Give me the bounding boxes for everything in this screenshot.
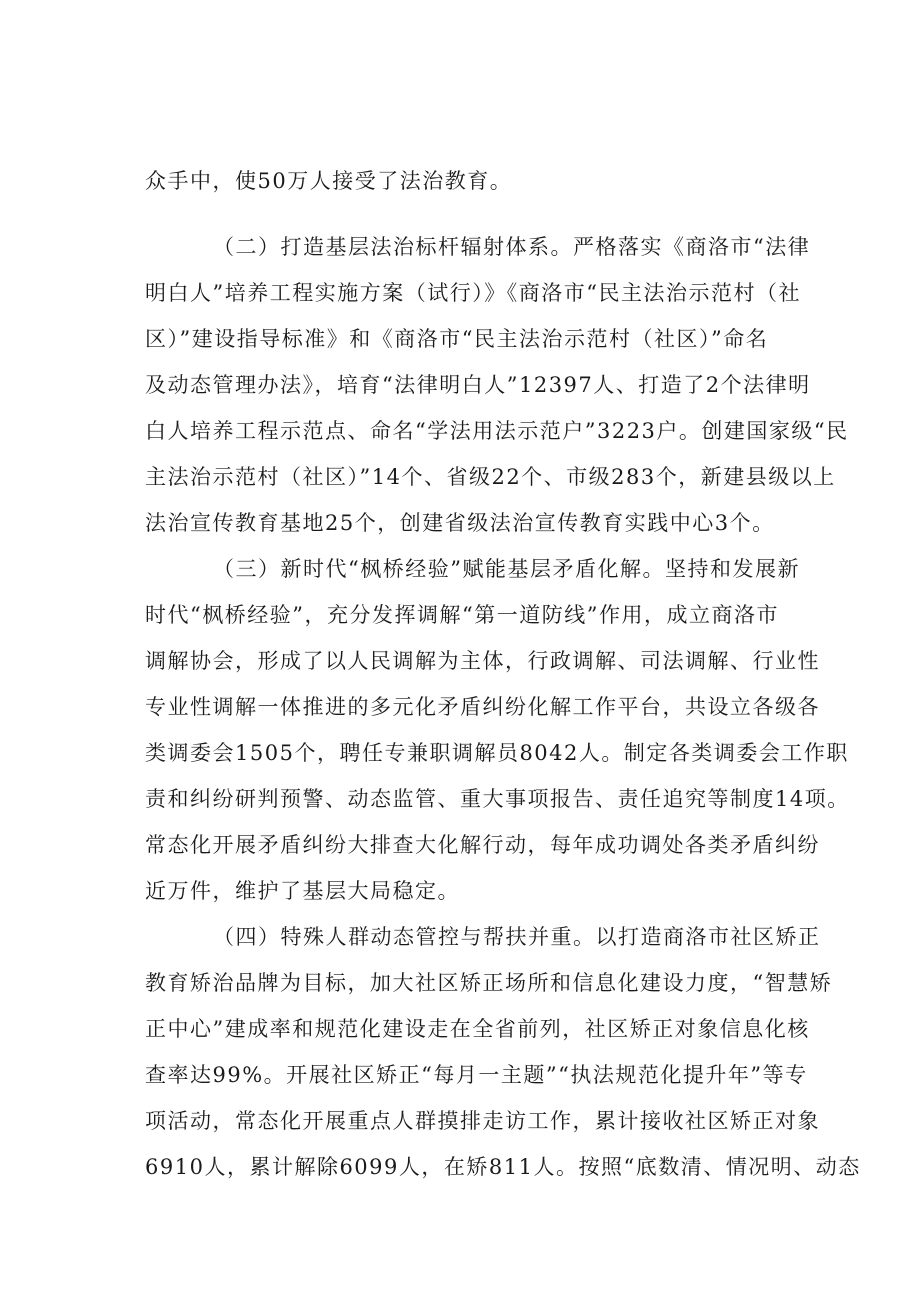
paragraph-heading-2: （二）打造基层法治标杆辐射体系。严格落实《商洛市“法律 bbox=[213, 235, 811, 259]
text-line: 正中心”建成率和规范化建设走在全省前列，社区矫正对象信息化核 bbox=[145, 1017, 810, 1041]
text-line: 6910人，累计解除6099人，在矫811人。按照“底数清、情况明、动态 bbox=[145, 1155, 861, 1179]
text-line: 调解协会，形成了以人民调解为主体，行政调解、司法调解、行业性 bbox=[145, 649, 820, 673]
text-line: 时代“枫桥经验”，充分发挥调解“第一道防线”作用，成立商洛市 bbox=[145, 603, 779, 627]
text-line: 类调委会1505个，聘任专兼职调解员8042人。制定各类调委会工作职 bbox=[145, 741, 849, 765]
text-line: 专业性调解一体推进的多元化矛盾纠纷化解工作平台，共设立各级各 bbox=[145, 695, 820, 719]
text-line: 查率达99%。开展社区矫正“每月一主题”“执法规范化提升年”等专 bbox=[145, 1063, 808, 1087]
paragraph-heading-3: （三）新时代“枫桥经验”赋能基层矛盾化解。坚持和发展新 bbox=[213, 557, 800, 581]
text-line: 众手中，使50万人接受了法治教育。 bbox=[145, 169, 513, 193]
text-line: 及动态管理办法》，培育“法律明白人”12397人、打造了2个法律明 bbox=[145, 373, 811, 397]
text-line: 法治宣传教育基地25个，创建省级法治宣传教育实践中心3个。 bbox=[145, 511, 775, 535]
text-line: 常态化开展矛盾纠纷大排查大化解行动，每年成功调处各类矛盾纠纷 bbox=[145, 833, 820, 857]
text-line: 白人培养工程示范点、命名“学法用法示范户”3223户。创建国家级“民 bbox=[145, 419, 849, 443]
text-line: 项活动，常态化开展重点人群摸排走访工作，累计接收社区矫正对象 bbox=[145, 1109, 820, 1133]
paragraph-heading-4: （四）特殊人群动态管控与帮扶并重。以打造商洛市社区矫正 bbox=[213, 925, 821, 949]
text-line: 教育矫治品牌为目标，加大社区矫正场所和信息化建设力度，“智慧矫 bbox=[145, 971, 833, 995]
text-line: 区）”建设指导标准》和《商洛市“民主法治示范村（社区）”命名 bbox=[145, 327, 769, 351]
text-line: 责和纠纷研判预警、动态监管、重大事项报告、责任追究等制度14项。 bbox=[145, 787, 850, 811]
text-line: 明白人”培养工程实施方案（试行）》《商洛市“民主法治示范村（社 bbox=[145, 281, 801, 305]
text-line: 主法治示范村（社区）”14个、省级22个、市级283个，新建县级以上 bbox=[145, 465, 836, 489]
text-line: 近万件，维护了基层大局稳定。 bbox=[145, 879, 460, 903]
